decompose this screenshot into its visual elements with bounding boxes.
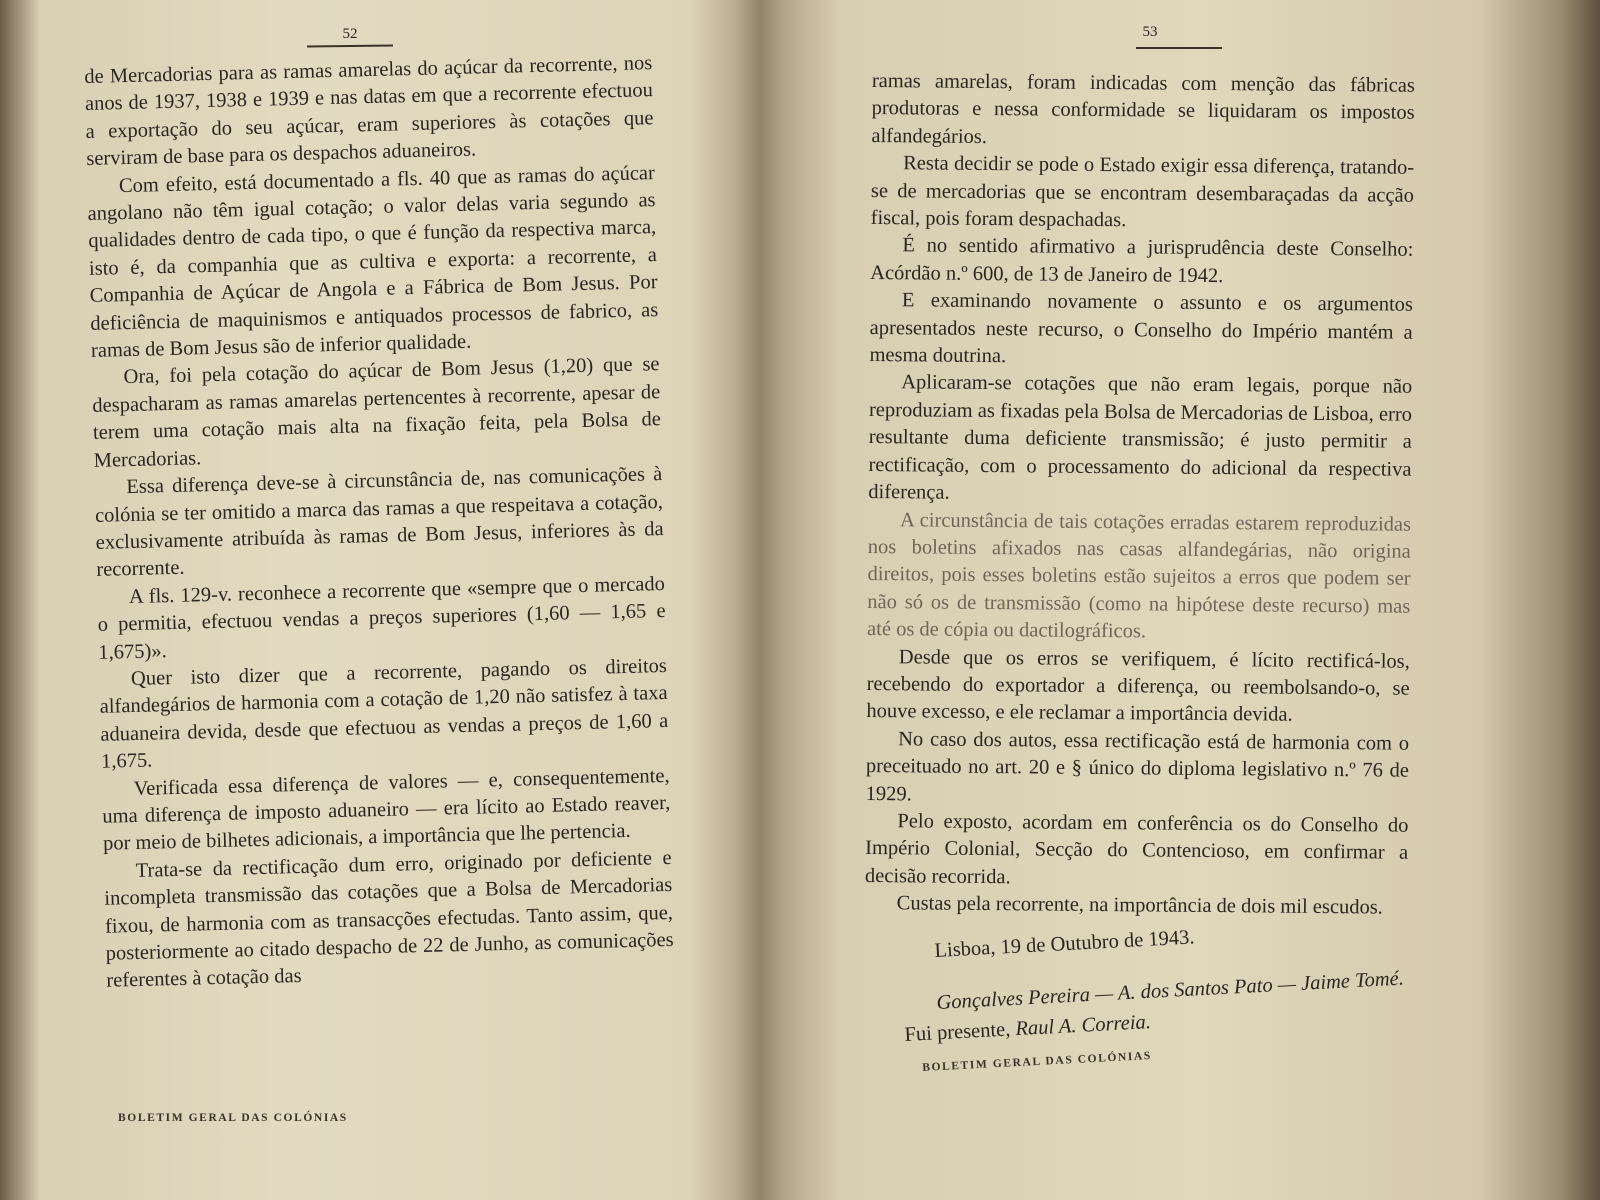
left-footer: BOLETIM GERAL DAS COLÓNIAS bbox=[118, 1112, 348, 1124]
paragraph: Quer isto dizer que a recorrente, pagando os direitos alfandegários de harmonia com a cotação de 1,20 não satisfez à taxa aduaneira devida, desde que efectuou as vendas a preços de 1,60 a 1,675. bbox=[99, 654, 669, 773]
left-page-number: 52 bbox=[342, 26, 358, 42]
paragraph: Resta decidir se pode o Estado exigir essa diferença, tratando-se de mercadorias que se encontram desembaraçadas da acção fiscal, pois foram despachadas. bbox=[870, 152, 1415, 232]
paragraph: ramas amarelas, foram indicadas com menção das fábricas produtoras e nessa conformidade se liquidaram os impostos alfandegários. bbox=[871, 69, 1415, 148]
paragraph: No caso dos autos, essa rectificação está de harmonia com o preceituado no art. 20 e § único do diploma legislativo n.º 76 de 1929. bbox=[865, 728, 1410, 805]
paragraph: A fls. 129-v. reconhece a recorrente que «sempre que o mercado o permitia, efectuou vendas a preços superiores (1,60 — 1,65 e 1,675)». bbox=[97, 572, 666, 664]
date-line: Lisboa, 19 de Outubro de 1943. bbox=[934, 926, 1195, 962]
paragraph: Desde que os erros se verifiquem, é lícito rectificá-los, recebendo do exportador a diferença, ou reembolsando-o, se houve excesso, e ele reclamar a importância devida. bbox=[866, 645, 1410, 727]
paragraph: Com efeito, está documentado a fls. 40 que as ramas do açúcar angolano não têm igual cotação; o valor delas varia segundo as qualidades dentro de cada tipo, o que é função da respectiva marca, isto é, da companhia que as cultiva e exporta: a recorrente, a Companhia de Açúcar de Angola e a Fábrica de Bom Jesus. Por deficiência de maquinismos e antiquados processos de fabrico, as ramas de Bom Jesus são de inferior qualidade. bbox=[87, 161, 659, 362]
paragraph: A circunstância de tais cotações erradas estarem reproduzidas nos boletins afixados nas casas alfandegárias, não origina direitos, pois esses boletins estão sujeitos a erros que podem ser não só os de transmissão (como na hipótese deste recurso) mas até os de cópia ou dactilográficos. bbox=[867, 508, 1412, 643]
paragraph: de Mercadorias para as ramas amarelas do açúcar da recorrente, nos anos de 1937, 1938 e 1939 e nas datas em que a recorrente efectuou a exportação do seu açúcar, eram superiores às cotações que serviram de base para os despachos aduaneiros. bbox=[84, 52, 654, 171]
paragraph: Custas pela recorrente, na importância de dois mil escudos. bbox=[896, 892, 1383, 919]
signatures: Gonçalves Pereira — A. dos Santos Pato — Jaime Tomé. bbox=[936, 967, 1405, 1014]
left-page-body bbox=[84, 50, 675, 995]
present-name: Raul A. Correia. bbox=[1014, 1011, 1152, 1041]
paragraph: É no sentido afirmativo a jurisprudência deste Conselho: Acórdão n.º 600, de 13 de Janeiro de 1942. bbox=[870, 234, 1414, 287]
paragraph: Trata-se da rectificação dum erro, originado por deficiente e incompleta transmissão das cotações que a Bolsa de Mercadorias fixou, de harmonia com as transacções efectudas. Tanto assim, que, posteriormente ao citado despacho de 22 de Junho, as comunicações referentes à cotação das bbox=[104, 846, 674, 993]
paragraph: E examinando novamente o assunto e os argumentos apresentados neste recurso, o Conselho do Império mantém a mesma doutrina. bbox=[869, 289, 1414, 368]
paragraph: Aplicaram-se cotações que não eram legais, porque não reproduziam as fixadas pela Bolsa de Mercadorias de Lisboa, erro resultante duma deficiente transmissão; é justo permitir a rectificação, com o processamento do adicional da respectiva diferença. bbox=[868, 371, 1413, 504]
right-footer: BOLETIM GERAL DAS COLÓNIAS bbox=[922, 1049, 1153, 1074]
present-label: Fui presente, bbox=[904, 1018, 1011, 1046]
paragraph: Verificada essa diferença de valores — e, consequentemente, uma diferença de imposto aduaneiro — era lícito ao Estado reaver, por meio de bilhetes adicionais, a importância que lhe pertencia. bbox=[102, 764, 671, 856]
right-page-body bbox=[865, 68, 1415, 922]
paragraph: Ora, foi pela cotação do açúcar de Bom Jesus (1,20) que se despacharam as ramas amarelas pertencentes à recorrente, apesar de terem uma cotação mais alta na fixação feita, pela Bolsa de Mercadorias. bbox=[92, 353, 662, 472]
paragraph: Essa diferença deve-se à circunstância de, nas comunicações à colónia se ter omitido a marca das ramas a que respeitava a cotação, exclusivamente atribuída às ramas de Bom Jesus, inferiores às da recorrente. bbox=[94, 463, 664, 582]
right-page-number: 53 bbox=[1142, 24, 1158, 40]
right-header-rule bbox=[1136, 47, 1222, 49]
paragraph: Pelo exposto, acordam em conferência os do Conselho do Império Colonial, Secção do Contencioso, em confirmar a decisão recorrida. bbox=[864, 810, 1409, 889]
